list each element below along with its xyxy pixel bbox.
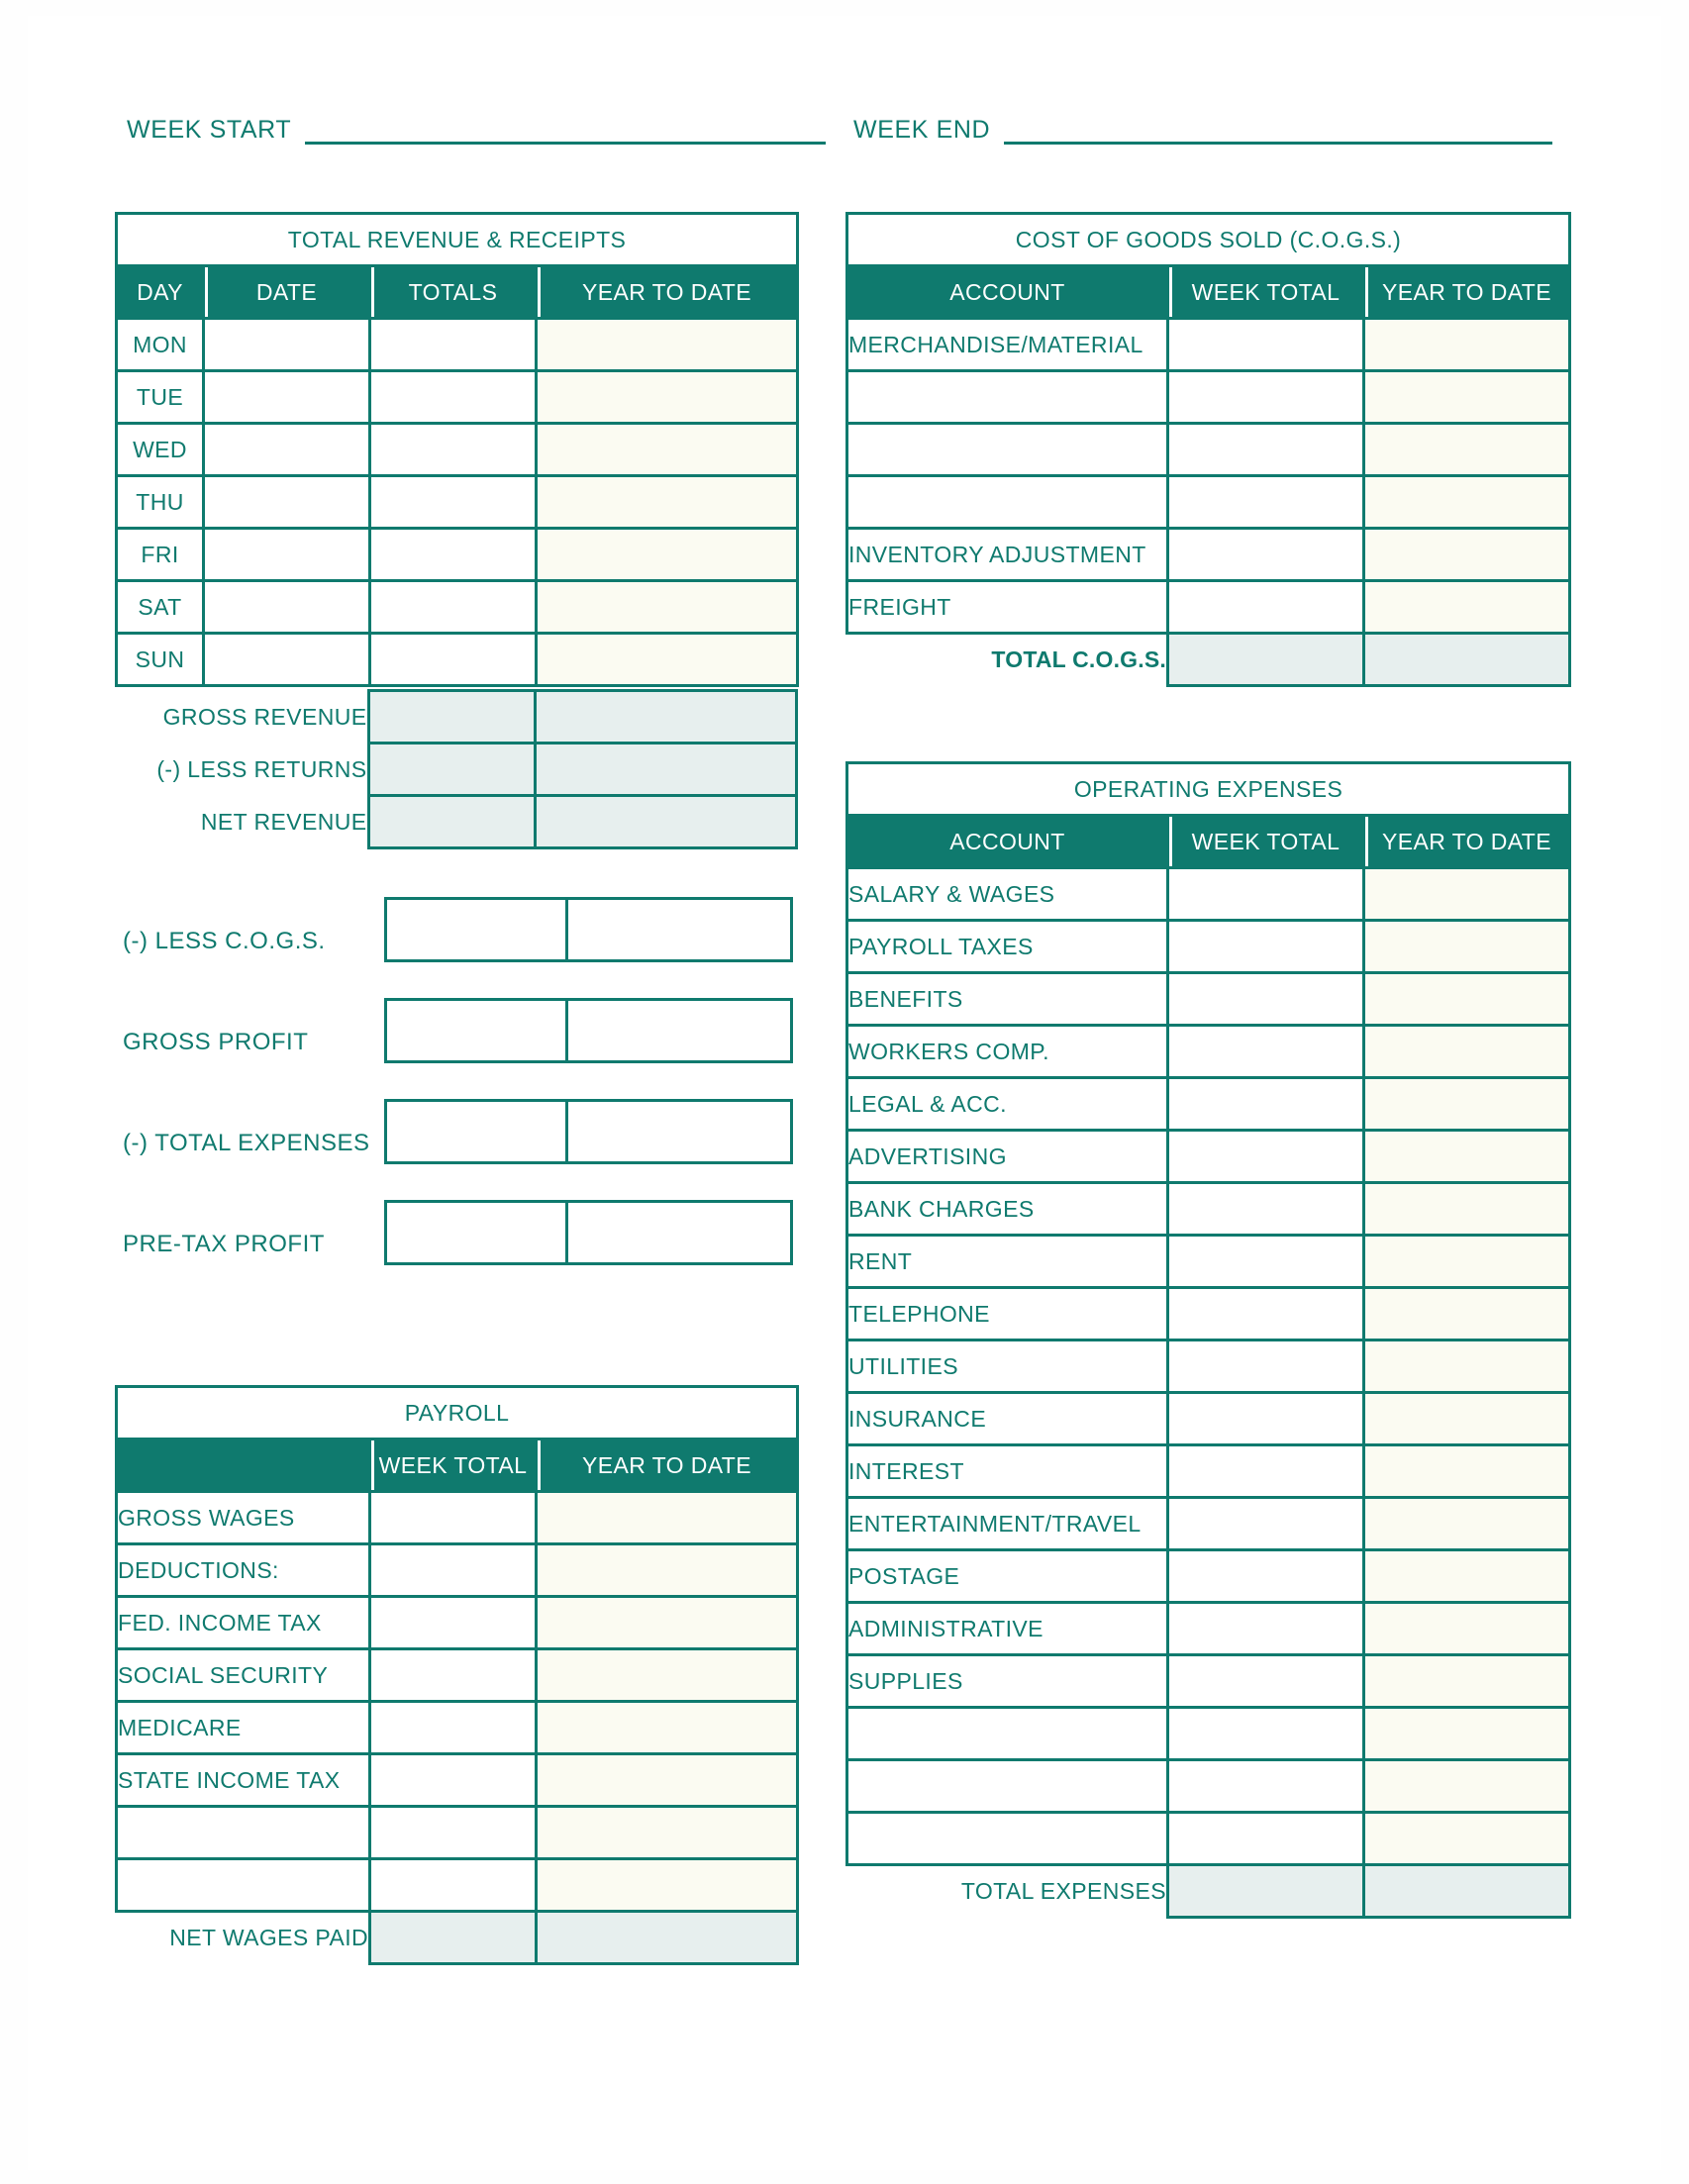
payroll-week-fed-income-tax[interactable] (370, 1597, 537, 1649)
opex-label-insurance: INSURANCE (847, 1393, 1168, 1445)
opex-ytd-advertising[interactable] (1364, 1131, 1570, 1183)
revenue-ytd-thu[interactable] (537, 476, 798, 529)
cogs-ytd-merchandise-material[interactable] (1364, 319, 1570, 371)
payroll-header-row (117, 1439, 798, 1492)
opex-label-bank-charges: BANK CHARGES (847, 1183, 1168, 1236)
table-row (117, 529, 798, 581)
table-row (847, 581, 1570, 634)
profit-row-gross-profit (115, 998, 796, 1099)
table-row (847, 1445, 1570, 1498)
payroll-caption: PAYROLL (117, 1387, 798, 1439)
opex-ytd-interest[interactable] (1364, 1445, 1570, 1498)
opex-week-administrative[interactable] (1168, 1603, 1364, 1655)
cogs-week-blank-1[interactable] (1168, 371, 1364, 424)
revenue-col-totals: TOTALS (370, 266, 537, 319)
less-returns-ytd[interactable] (535, 744, 796, 796)
opex-ytd-workers-comp[interactable] (1364, 1026, 1570, 1078)
opex-week-workers-comp[interactable] (1168, 1026, 1364, 1078)
revenue-date-thu[interactable] (204, 476, 370, 529)
table-row (117, 1702, 798, 1754)
cogs-ytd-freight[interactable] (1364, 581, 1570, 634)
table-row (847, 1498, 1570, 1550)
table-row (847, 1708, 1570, 1760)
payroll-caption-row (117, 1387, 798, 1439)
table-row (847, 1236, 1570, 1288)
net-revenue-label: NET REVENUE (200, 808, 367, 835)
week-end-label: WEEK END (853, 116, 991, 144)
opex-ytd-utilities[interactable] (1364, 1340, 1570, 1393)
opex-week-legal-acc[interactable] (1168, 1078, 1364, 1131)
payroll-week-deductions[interactable] (370, 1544, 537, 1597)
revenue-day-wed: WED (117, 424, 204, 476)
total-cogs-ytd[interactable] (1364, 634, 1570, 686)
total-expenses-boxes (384, 1099, 796, 1164)
opex-week-telephone[interactable] (1168, 1288, 1364, 1340)
opex-ytd-blank-3[interactable] (1364, 1813, 1570, 1865)
payroll-label-gross-wages: GROSS WAGES (117, 1492, 370, 1544)
table-row (117, 1754, 798, 1807)
payroll-ytd-social-security[interactable] (537, 1649, 798, 1702)
opex-col-week: WEEK TOTAL (1168, 816, 1364, 868)
opex-week-entertainment-travel[interactable] (1168, 1498, 1364, 1550)
cogs-label-inventory-adjustment: INVENTORY ADJUSTMENT (847, 529, 1168, 581)
net-wages-paid-label: NET WAGES PAID (169, 1925, 368, 1951)
week-start-group (127, 115, 826, 145)
table-row (847, 1078, 1570, 1131)
net-wages-paid-week[interactable] (370, 1912, 537, 1964)
opex-week-payroll-taxes[interactable] (1168, 921, 1364, 973)
revenue-date-sun[interactable] (204, 634, 370, 686)
revenue-totals-thu[interactable] (370, 476, 537, 529)
cogs-label-merchandise-material: MERCHANDISE/MATERIAL (847, 319, 1168, 371)
cogs-label-blank-1[interactable] (847, 371, 1168, 424)
opex-week-interest[interactable] (1168, 1445, 1364, 1498)
payroll-ytd-blank-2[interactable] (537, 1859, 798, 1912)
revenue-ytd-wed[interactable] (537, 424, 798, 476)
revenue-day-mon: MON (117, 319, 204, 371)
payroll-label-blank-2[interactable] (117, 1859, 370, 1912)
revenue-ytd-sun[interactable] (537, 634, 798, 686)
revenue-day-fri: FRI (117, 529, 204, 581)
gross-revenue-ytd[interactable] (535, 691, 796, 744)
payroll-label-medicare: MEDICARE (117, 1702, 370, 1754)
opex-label-administrative: ADMINISTRATIVE (847, 1603, 1168, 1655)
table-row (847, 371, 1570, 424)
revenue-totals-wed[interactable] (370, 424, 537, 476)
opex-label-blank-3[interactable] (847, 1813, 1168, 1865)
pretax-profit-label: PRE-TAX PROFIT (123, 1231, 325, 1257)
revenue-col-date: DATE (204, 266, 370, 319)
opex-col-account: ACCOUNT (847, 816, 1168, 868)
cogs-ytd-blank-2[interactable] (1364, 424, 1570, 476)
less-cogs-label: (-) LESS C.O.G.S. (123, 928, 326, 954)
opex-label-postage: POSTAGE (847, 1550, 1168, 1603)
opex-week-insurance[interactable] (1168, 1393, 1364, 1445)
revenue-ytd-mon[interactable] (537, 319, 798, 371)
table-row (117, 476, 798, 529)
opex-label-advertising: ADVERTISING (847, 1131, 1168, 1183)
opex-ytd-telephone[interactable] (1364, 1288, 1570, 1340)
cogs-table (845, 212, 1571, 687)
worksheet-sheet (28, 16, 1661, 2170)
opex-ytd-insurance[interactable] (1364, 1393, 1570, 1445)
table-row (115, 744, 796, 796)
cogs-label-blank-3[interactable] (847, 476, 1168, 529)
opex-ytd-bank-charges[interactable] (1364, 1183, 1570, 1236)
cogs-header-row (847, 266, 1570, 319)
opex-label-legal-acc: LEGAL & ACC. (847, 1078, 1168, 1131)
opex-ytd-benefits[interactable] (1364, 973, 1570, 1026)
opex-ytd-blank-1[interactable] (1364, 1708, 1570, 1760)
table-row (115, 796, 796, 848)
payroll-label-state-income-tax: STATE INCOME TAX (117, 1754, 370, 1807)
table-row (117, 581, 798, 634)
gross-profit-week[interactable] (384, 998, 568, 1063)
revenue-day-sat: SAT (117, 581, 204, 634)
table-row (117, 424, 798, 476)
payroll-week-medicare[interactable] (370, 1702, 537, 1754)
total-cogs-label: TOTAL C.O.G.S. (991, 646, 1166, 673)
opex-label-utilities: UTILITIES (847, 1340, 1168, 1393)
cogs-week-blank-3[interactable] (1168, 476, 1364, 529)
total-expenses-ytd[interactable] (565, 1099, 793, 1164)
revenue-summary-table (115, 689, 798, 849)
table-row (847, 1393, 1570, 1445)
payroll-label-deductions: DEDUCTIONS: (117, 1544, 370, 1597)
revenue-day-tue: TUE (117, 371, 204, 424)
cogs-col-week: WEEK TOTAL (1168, 266, 1364, 319)
revenue-day-sun: SUN (117, 634, 204, 686)
opex-week-blank-1[interactable] (1168, 1708, 1364, 1760)
opex-week-salary-wages[interactable] (1168, 868, 1364, 921)
less-cogs-boxes (384, 897, 796, 962)
table-row (847, 1655, 1570, 1708)
gross-revenue-label: GROSS REVENUE (162, 703, 367, 730)
profit-row-less-cogs (115, 897, 796, 998)
cogs-ytd-blank-3[interactable] (1364, 476, 1570, 529)
revenue-date-sat[interactable] (204, 581, 370, 634)
cogs-week-merchandise-material[interactable] (1168, 319, 1364, 371)
opex-ytd-payroll-taxes[interactable] (1364, 921, 1570, 973)
revenue-date-wed[interactable] (204, 424, 370, 476)
week-start-input[interactable] (305, 116, 826, 145)
payroll-col-week: WEEK TOTAL (370, 1439, 537, 1492)
cogs-week-freight[interactable] (1168, 581, 1364, 634)
revenue-caption: TOTAL REVENUE & RECEIPTS (117, 214, 798, 266)
revenue-totals-mon[interactable] (370, 319, 537, 371)
revenue-day-thu: THU (117, 476, 204, 529)
revenue-totals-tue[interactable] (370, 371, 537, 424)
opex-label-entertainment-travel: ENTERTAINMENT/TRAVEL (847, 1498, 1168, 1550)
opex-week-benefits[interactable] (1168, 973, 1364, 1026)
opex-ytd-supplies[interactable] (1364, 1655, 1570, 1708)
gross-profit-ytd[interactable] (565, 998, 793, 1063)
table-row (117, 319, 798, 371)
cogs-label-blank-2[interactable] (847, 424, 1168, 476)
payroll-week-gross-wages[interactable] (370, 1492, 537, 1544)
revenue-totals-fri[interactable] (370, 529, 537, 581)
gross-profit-boxes (384, 998, 796, 1063)
cogs-label-freight: FREIGHT (847, 581, 1168, 634)
revenue-col-day: DAY (117, 266, 204, 319)
table-row (117, 1544, 798, 1597)
cogs-ytd-blank-1[interactable] (1364, 371, 1570, 424)
payroll-ytd-medicare[interactable] (537, 1702, 798, 1754)
profit-row-total-expenses (115, 1099, 796, 1200)
payroll-label-social-security: SOCIAL SECURITY (117, 1649, 370, 1702)
net-revenue-total[interactable] (368, 796, 535, 848)
week-end-group (853, 115, 1552, 145)
payroll-label-blank-1[interactable] (117, 1807, 370, 1859)
revenue-header-row (117, 266, 798, 319)
table-row (847, 868, 1570, 921)
revenue-table (115, 212, 799, 687)
payroll-ytd-blank-1[interactable] (537, 1807, 798, 1859)
payroll-week-state-income-tax[interactable] (370, 1754, 537, 1807)
less-cogs-ytd[interactable] (565, 897, 793, 962)
table-row (847, 1131, 1570, 1183)
payroll-table (115, 1385, 799, 1965)
table-row (115, 691, 796, 744)
opex-label-rent: RENT (847, 1236, 1168, 1288)
opex-ytd-salary-wages[interactable] (1364, 868, 1570, 921)
table-row (847, 476, 1570, 529)
opex-week-bank-charges[interactable] (1168, 1183, 1364, 1236)
less-returns-total[interactable] (368, 744, 535, 796)
payroll-week-social-security[interactable] (370, 1649, 537, 1702)
payroll-label-fed-income-tax: FED. INCOME TAX (117, 1597, 370, 1649)
table-row (847, 1183, 1570, 1236)
total-expenses-week[interactable] (384, 1099, 568, 1164)
opex-label-blank-1[interactable] (847, 1708, 1168, 1760)
cogs-week-blank-2[interactable] (1168, 424, 1364, 476)
opex-week-blank-2[interactable] (1168, 1760, 1364, 1813)
cogs-col-ytd: YEAR TO DATE (1364, 266, 1570, 319)
opex-label-workers-comp: WORKERS COMP. (847, 1026, 1168, 1078)
revenue-date-tue[interactable] (204, 371, 370, 424)
opex-caption: OPERATING EXPENSES (847, 763, 1570, 816)
gross-revenue-total[interactable] (368, 691, 535, 744)
opex-ytd-postage[interactable] (1364, 1550, 1570, 1603)
table-row (117, 1859, 798, 1912)
table-row (117, 634, 798, 686)
opex-label-salary-wages: SALARY & WAGES (847, 868, 1168, 921)
total-expenses-label: (-) TOTAL EXPENSES (123, 1130, 370, 1156)
payroll-ytd-gross-wages[interactable] (537, 1492, 798, 1544)
week-range-row (99, 115, 1614, 160)
opex-ytd-administrative[interactable] (1364, 1603, 1570, 1655)
opex-label-supplies: SUPPLIES (847, 1655, 1168, 1708)
opex-table (845, 761, 1571, 1919)
opex-week-advertising[interactable] (1168, 1131, 1364, 1183)
payroll-week-blank-2[interactable] (370, 1859, 537, 1912)
payroll-col-ytd: YEAR TO DATE (537, 1439, 798, 1492)
cogs-caption: COST OF GOODS SOLD (C.O.G.S.) (847, 214, 1570, 266)
less-cogs-week[interactable] (384, 897, 568, 962)
profit-row-pretax-profit (115, 1200, 796, 1301)
opex-week-rent[interactable] (1168, 1236, 1364, 1288)
opex-col-ytd: YEAR TO DATE (1364, 816, 1570, 868)
revenue-date-mon[interactable] (204, 319, 370, 371)
table-row (847, 424, 1570, 476)
cogs-total-row (847, 634, 1570, 686)
revenue-date-fri[interactable] (204, 529, 370, 581)
opex-week-postage[interactable] (1168, 1550, 1364, 1603)
cogs-col-account: ACCOUNT (847, 266, 1168, 319)
table-row (847, 921, 1570, 973)
revenue-ytd-fri[interactable] (537, 529, 798, 581)
pretax-profit-week[interactable] (384, 1200, 568, 1265)
opex-week-blank-3[interactable] (1168, 1813, 1364, 1865)
payroll-total-row (117, 1912, 798, 1964)
table-row (117, 1649, 798, 1702)
table-row (117, 1597, 798, 1649)
table-row (847, 1813, 1570, 1865)
revenue-ytd-sat[interactable] (537, 581, 798, 634)
less-returns-label: (-) LESS RETURNS (156, 755, 367, 782)
opex-ytd-legal-acc[interactable] (1364, 1078, 1570, 1131)
revenue-caption-row (117, 214, 798, 266)
table-row (847, 319, 1570, 371)
total-expenses-row-ytd[interactable] (1364, 1865, 1570, 1918)
payroll-col-blank (117, 1439, 370, 1492)
cogs-caption-row (847, 214, 1570, 266)
opex-label-payroll-taxes: PAYROLL TAXES (847, 921, 1168, 973)
cogs-ytd-inventory-adjustment[interactable] (1364, 529, 1570, 581)
table-row (847, 1288, 1570, 1340)
opex-label-telephone: TELEPHONE (847, 1288, 1168, 1340)
opex-label-interest: INTEREST (847, 1445, 1168, 1498)
opex-ytd-rent[interactable] (1364, 1236, 1570, 1288)
payroll-week-blank-1[interactable] (370, 1807, 537, 1859)
total-expenses-row-week[interactable] (1168, 1865, 1364, 1918)
opex-ytd-blank-2[interactable] (1364, 1760, 1570, 1813)
table-row (847, 1603, 1570, 1655)
opex-week-supplies[interactable] (1168, 1655, 1364, 1708)
table-row (847, 1026, 1570, 1078)
revenue-ytd-tue[interactable] (537, 371, 798, 424)
payroll-ytd-fed-income-tax[interactable] (537, 1597, 798, 1649)
revenue-totals-sun[interactable] (370, 634, 537, 686)
opex-label-blank-2[interactable] (847, 1760, 1168, 1813)
opex-total-row (847, 1865, 1570, 1918)
pretax-profit-boxes (384, 1200, 796, 1265)
table-row (847, 1550, 1570, 1603)
opex-week-utilities[interactable] (1168, 1340, 1364, 1393)
pretax-profit-ytd[interactable] (565, 1200, 793, 1265)
table-row (847, 1760, 1570, 1813)
table-row (117, 1807, 798, 1859)
profit-block (115, 897, 796, 1301)
week-end-input[interactable] (1004, 116, 1552, 145)
table-row (847, 529, 1570, 581)
table-row (847, 973, 1570, 1026)
net-revenue-ytd[interactable] (535, 796, 796, 848)
revenue-totals-sat[interactable] (370, 581, 537, 634)
opex-label-benefits: BENEFITS (847, 973, 1168, 1026)
total-expenses-row-label: TOTAL EXPENSES (960, 1878, 1166, 1905)
payroll-ytd-deductions[interactable] (537, 1544, 798, 1597)
table-row (117, 1492, 798, 1544)
total-cogs-week[interactable] (1168, 634, 1364, 686)
net-wages-paid-ytd[interactable] (537, 1912, 798, 1964)
payroll-ytd-state-income-tax[interactable] (537, 1754, 798, 1807)
gross-profit-label: GROSS PROFIT (123, 1029, 309, 1055)
table-row (847, 1340, 1570, 1393)
opex-header-row (847, 816, 1570, 868)
opex-ytd-entertainment-travel[interactable] (1364, 1498, 1570, 1550)
opex-caption-row (847, 763, 1570, 816)
table-row (117, 371, 798, 424)
cogs-week-inventory-adjustment[interactable] (1168, 529, 1364, 581)
week-start-label: WEEK START (127, 116, 292, 144)
revenue-col-ytd: YEAR TO DATE (537, 266, 798, 319)
